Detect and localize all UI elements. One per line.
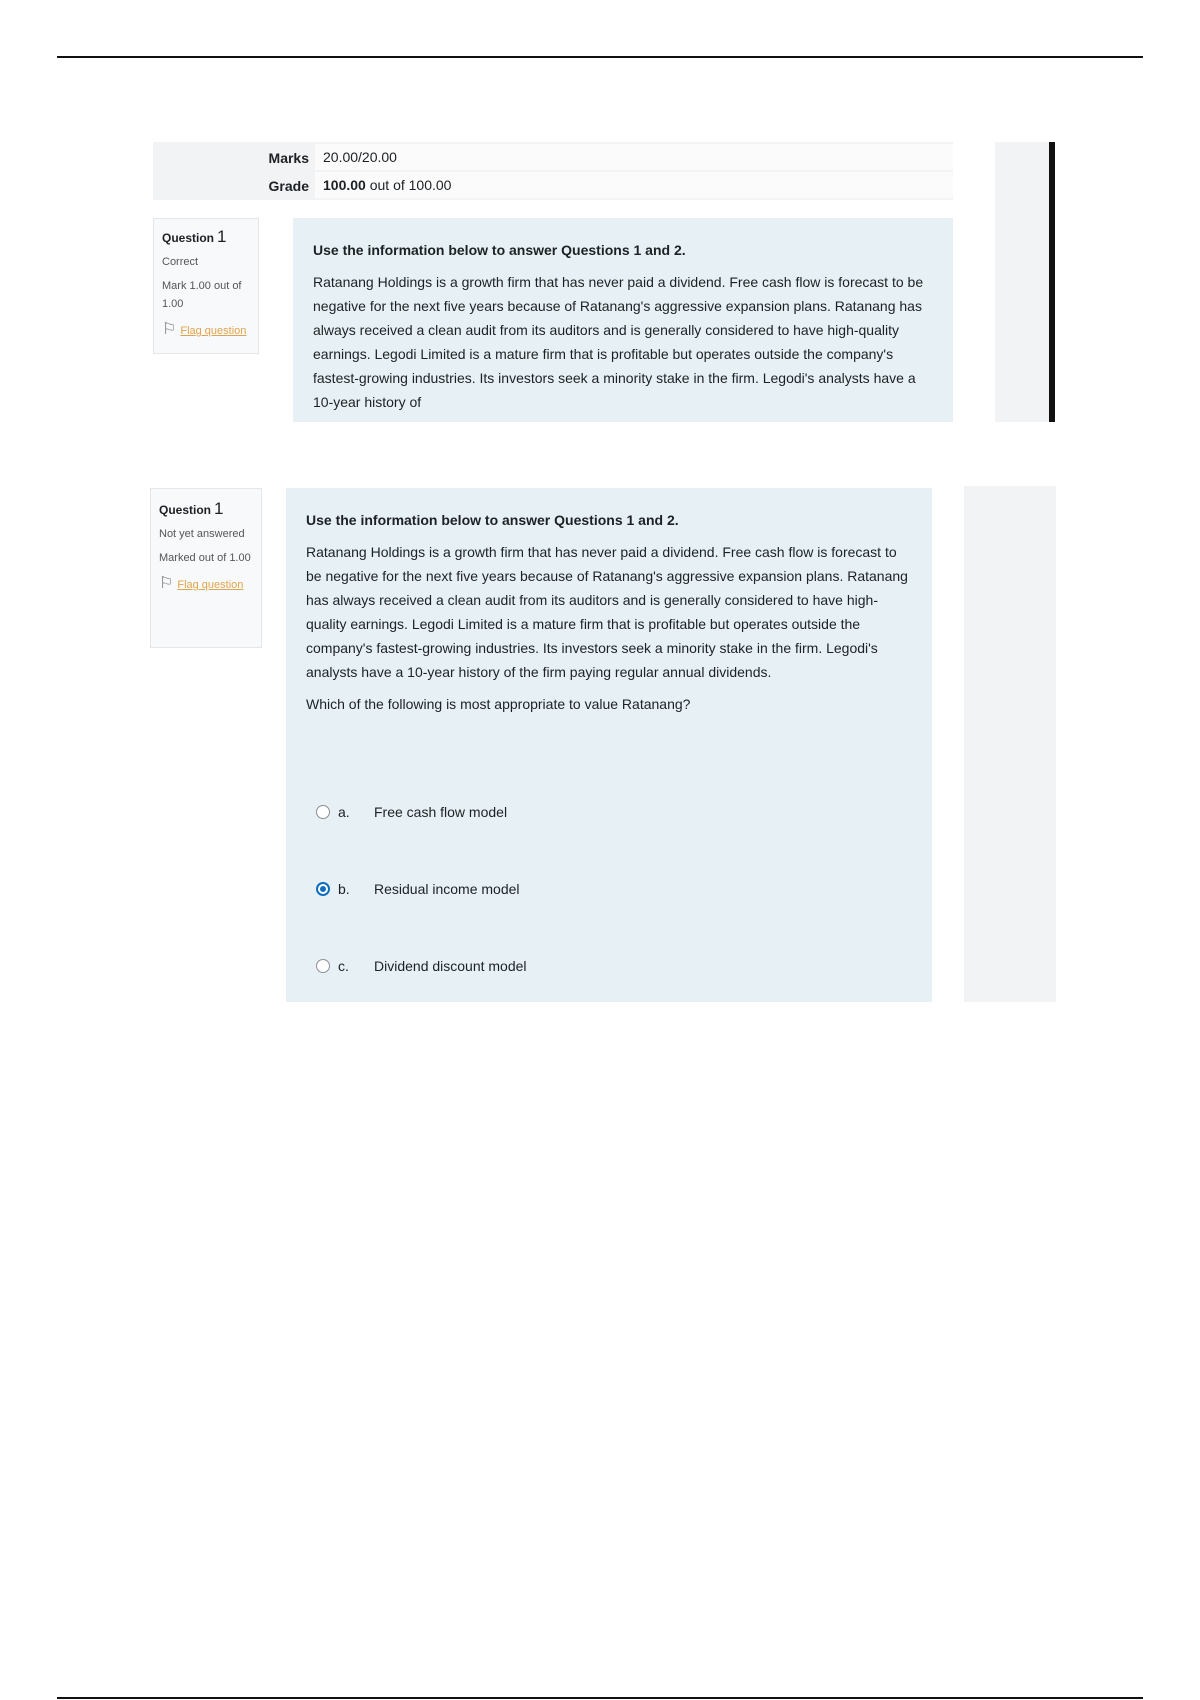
- grade-label: Grade: [268, 178, 309, 194]
- answer-option-c[interactable]: [316, 955, 527, 977]
- question-passage: Ratanang Holdings is a growth firm that has never paid a dividend. Free cash flow is forecast to be negative for the next five years because of Ratanang's aggressive expansion plans. Ratanang has always received a clean audit from its auditors and is generally considered to have high-quality earnings. Legodi Limited is a mature firm that is profitable but operates outside the company's fastest-growing industries. Its investors seek a minority stake in the firm. Legodi's analysts have a 10-year history of: [313, 274, 924, 410]
- grade-suffix: out of 100.00: [365, 177, 452, 193]
- flag-icon: ⚐: [159, 575, 174, 592]
- quiz-navigation-sidebar: [964, 486, 1056, 1002]
- answer-letter: b.: [338, 881, 350, 897]
- question-grade: Marked out of 1.00: [159, 552, 251, 564]
- review-screenshot: [153, 142, 1055, 422]
- grade-score: 100.00: [323, 177, 366, 193]
- question-prompt: Which of the following is most appropriate to value Ratanang?: [306, 696, 691, 712]
- question-label: Question: [162, 231, 215, 245]
- question-number: [159, 499, 253, 519]
- question-passage: Ratanang Holdings is a growth firm that has never paid a dividend. Free cash flow is forecast to be negative for the next five years because of Ratanang's aggressive expansion plans. Ratanang has always received a clean audit from its auditors and is generally considered to have high-quality earnings. Legodi Limited is a mature firm that is profitable but operates outside the company's fastest-growing industries. Its investors seek a minority stake in the firm. Legodi's analysts have a 10-year history of the firm paying regular annual dividends.: [306, 544, 908, 680]
- scrollbar[interactable]: [1049, 142, 1055, 422]
- question-state: Not yet answered: [159, 528, 245, 540]
- answer-text: Free cash flow model: [374, 804, 508, 820]
- answer-radio-a[interactable]: [316, 805, 330, 819]
- answer-radio-b[interactable]: [316, 882, 330, 896]
- question-info-panel: [153, 218, 259, 354]
- question-grade: Mark 1.00 out of 1.00: [162, 280, 242, 310]
- answer-option-a[interactable]: [316, 801, 507, 823]
- answer-text: Residual income model: [374, 881, 520, 897]
- flag-icon: ⚐: [162, 321, 177, 338]
- grade-row: [153, 172, 953, 200]
- marks-value: 20.00/20.00: [315, 144, 953, 170]
- flag-question-label: Flag question: [180, 325, 247, 337]
- marks-row: [153, 144, 953, 172]
- question-number: [162, 227, 250, 247]
- question-state: Correct: [162, 256, 199, 268]
- flag-question-link[interactable]: [162, 319, 250, 339]
- answer-letter: c.: [338, 958, 349, 974]
- question-number-value: 1: [214, 499, 224, 518]
- flag-question-label: Flag question: [177, 579, 244, 591]
- question-intro: Use the information below to answer Questions 1 and 2.: [313, 242, 686, 258]
- answer-letter: a.: [338, 804, 350, 820]
- question-content: [293, 218, 953, 422]
- grade-value: [315, 172, 953, 198]
- answer-text: Dividend discount model: [374, 958, 527, 974]
- page-bottom-rule: [57, 1697, 1143, 1699]
- marks-label: Marks: [268, 150, 309, 166]
- page-top-rule: [57, 56, 1143, 58]
- answer-option-b[interactable]: [316, 878, 520, 900]
- question-number-value: 1: [217, 227, 227, 246]
- answer-radio-c[interactable]: [316, 959, 330, 973]
- flag-question-link[interactable]: [159, 573, 253, 593]
- question-intro: Use the information below to answer Questions 1 and 2.: [306, 512, 679, 528]
- question-content: [286, 488, 932, 1002]
- question-label: Question: [159, 503, 212, 517]
- review-summary-table: [153, 142, 953, 200]
- quiz-navigation-sidebar: [995, 142, 1055, 422]
- question-info-panel: [150, 488, 262, 648]
